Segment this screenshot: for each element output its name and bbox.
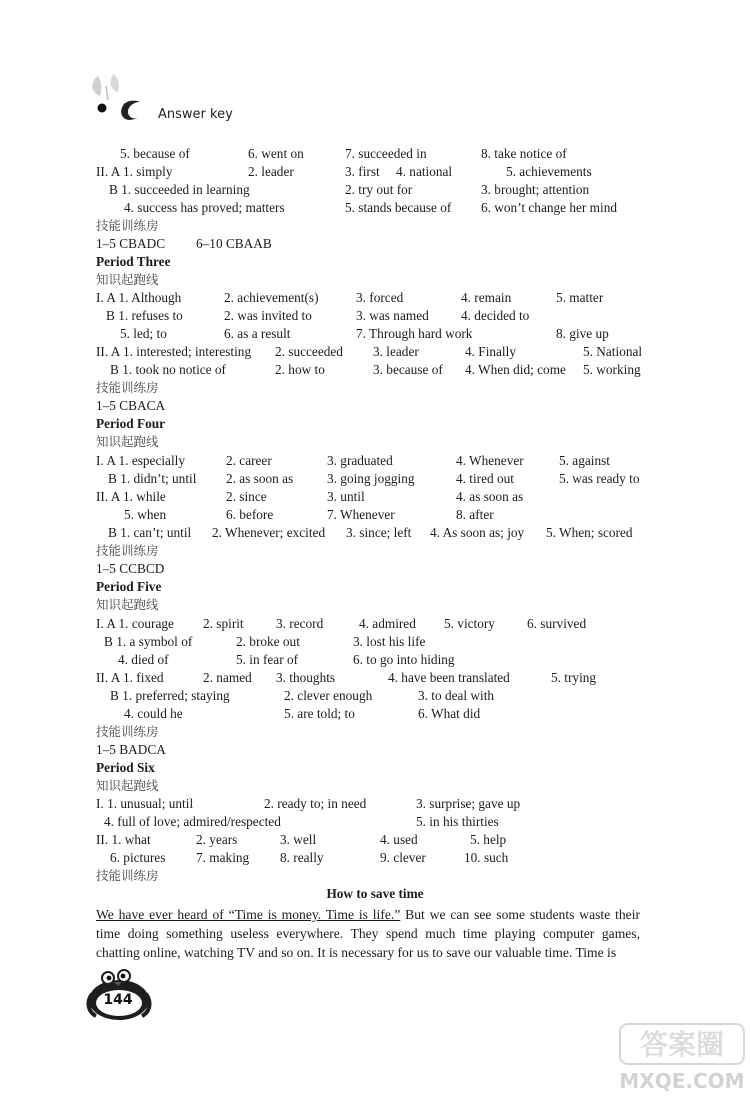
answer-item: 知识起跑线 (96, 597, 159, 612)
answer-item: 2. succeeded (275, 344, 343, 359)
answer-item: 3. going jogging (327, 471, 415, 486)
answer-line (0, 307, 750, 325)
answer-line (0, 831, 750, 849)
answer-item: 2. spirit (203, 616, 244, 631)
section-label (0, 379, 750, 397)
answer-item: B 1. succeeded in learning (109, 182, 250, 197)
answer-item: 技能训练房 (96, 724, 159, 739)
answer-line (0, 669, 750, 687)
answer-item: 2. leader (248, 164, 294, 179)
section-label (0, 867, 750, 885)
answer-item: 1–5 CBADC (96, 236, 166, 251)
answer-line (0, 560, 750, 578)
answer-item: 2. ready to; in need (264, 796, 367, 811)
answer-line (0, 741, 750, 759)
answer-item: 5. working (583, 362, 641, 377)
answer-item: 8. give up (556, 326, 609, 341)
answer-item: 2. since (226, 489, 267, 504)
answer-item: 4. decided to (461, 308, 530, 323)
answer-item: 1–5 CBACA (96, 398, 166, 413)
answer-item: 6. survived (527, 616, 587, 631)
answer-line (0, 325, 750, 343)
answer-item: 5. stands because of (345, 200, 452, 215)
answer-item: 2. broke out (236, 634, 300, 649)
answer-line (0, 452, 750, 470)
answer-item: 6. as a result (224, 326, 291, 341)
answer-item: 4. When did; come (465, 362, 566, 377)
section-label (0, 433, 750, 451)
answer-line (0, 813, 750, 831)
answer-item: 6. to go into hiding (353, 652, 455, 667)
answer-item: II. 1. what (96, 832, 151, 847)
answer-item: 1–5 BADCA (96, 742, 166, 757)
answer-item: 4. As soon as; joy (430, 525, 525, 540)
answer-item: II. A 1. fixed (96, 670, 164, 685)
section-label (0, 271, 750, 289)
answer-item: 4. as soon as (456, 489, 524, 504)
answer-item: B 1. preferred; staying (110, 688, 230, 703)
answer-item: 4. admired (359, 616, 416, 631)
answer-item: 4. remain (461, 290, 512, 305)
answer-line (0, 651, 750, 669)
answer-item: Period Six (96, 760, 155, 775)
section-heading (0, 578, 750, 596)
answer-item: I. A 1. courage (96, 616, 174, 631)
answer-item: 7. succeeded in (345, 146, 427, 161)
answer-item: 5. in fear of (236, 652, 299, 667)
answer-line (0, 397, 750, 415)
answer-item: 8. take notice of (481, 146, 567, 161)
answer-item: II. A 1. simply (96, 164, 173, 179)
answer-item: 6. pictures (110, 850, 166, 865)
answer-item: 6. What did (418, 706, 481, 721)
answer-item: I. A 1. Although (96, 290, 182, 305)
answer-item: 8. after (456, 507, 494, 522)
answer-item: 6. went on (248, 146, 304, 161)
answer-item: 技能训练房 (96, 380, 159, 395)
answer-item: II. A 1. interested; interesting (96, 344, 252, 359)
answer-line (0, 470, 750, 488)
answer-item: 5. because of (120, 146, 190, 161)
answer-item: 3. leader (373, 344, 419, 359)
answer-item: 5. help (470, 832, 507, 847)
answer-item: 3. brought; attention (481, 182, 590, 197)
answer-line (0, 145, 750, 163)
answer-item: 3. to deal with (418, 688, 495, 703)
answer-item: 9. clever (380, 850, 426, 865)
answer-item: 2. as soon as (226, 471, 294, 486)
answer-line (0, 235, 750, 253)
answer-item: 知识起跑线 (96, 434, 159, 449)
answer-item: 2. career (226, 453, 272, 468)
answer-item: 4. used (380, 832, 418, 847)
answer-item: 5. in his thirties (416, 814, 499, 829)
answer-line (0, 289, 750, 307)
essay-body-text: But we can see some students waste their time doing something useless everywhere. They spend much time playing computer games, chatting online, watching TV and so on. It is necessary for us to save our valuable time. Time is (96, 907, 640, 960)
answer-item: 7. Whenever (327, 507, 395, 522)
answer-item: 6. won’t change her mind (481, 200, 618, 215)
answer-item: 3. until (327, 489, 365, 504)
answer-item: 4. tired out (456, 471, 514, 486)
answer-item: 5. against (559, 453, 610, 468)
answer-item: 5. achievements (506, 164, 592, 179)
answer-item: 5. trying (551, 670, 597, 685)
answer-item: 3. was named (356, 308, 429, 323)
answer-item: 4. success has proved; matters (124, 200, 285, 215)
answer-item: B 1. didn’t; until (108, 471, 197, 486)
answer-item: 6–10 CBAAB (196, 236, 272, 251)
essay-underlined-sentence: We have ever heard of “Time is money. Time is life.” (96, 907, 401, 922)
answer-item: 技能训练房 (96, 868, 159, 883)
answer-item: 4. Whenever (456, 453, 524, 468)
answer-item: B 1. a symbol of (104, 634, 193, 649)
answer-item: I. 1. unusual; until (96, 796, 194, 811)
essay-title: How to save time (326, 886, 424, 901)
answer-item: 4. have been translated (388, 670, 510, 685)
answer-item: 2. Whenever; excited (212, 525, 326, 540)
section-heading (0, 759, 750, 777)
answer-item: Period Five (96, 579, 162, 594)
answer-item: 3. because of (373, 362, 443, 377)
watermark-top-text: 答案圈 (639, 1028, 725, 1061)
answer-item: 7. making (196, 850, 250, 865)
section-heading (0, 253, 750, 271)
answer-item: 8. really (280, 850, 324, 865)
answer-item: 2. try out for (345, 182, 413, 197)
answer-item: 1–5 CCBCD (96, 561, 165, 576)
section-heading (0, 415, 750, 433)
answer-item: 7. Through hard work (356, 326, 473, 341)
answer-item: 技能训练房 (96, 218, 159, 233)
answer-item: 5. was ready to (559, 471, 640, 486)
answer-item: 6. before (226, 507, 274, 522)
answer-line (0, 615, 750, 633)
answer-line (0, 633, 750, 651)
answer-item: 4. full of love; admired/respected (104, 814, 281, 829)
answer-item: 3. forced (356, 290, 404, 305)
answer-line (0, 795, 750, 813)
answer-item: 5. victory (444, 616, 495, 631)
answer-item: 5. led; to (120, 326, 167, 341)
answer-item: 5. When; scored (546, 525, 633, 540)
answer-line (0, 181, 750, 199)
answer-item: 3. since; left (346, 525, 412, 540)
answer-item: 4. could he (124, 706, 183, 721)
answer-item: 3. graduated (327, 453, 393, 468)
answer-item: B 1. took no notice of (110, 362, 226, 377)
answer-line (0, 506, 750, 524)
answer-item: 3. record (276, 616, 324, 631)
section-label (0, 542, 750, 560)
section-label (0, 723, 750, 741)
answer-item: 4. died of (118, 652, 169, 667)
answer-item: Period Three (96, 254, 171, 269)
answer-line (0, 705, 750, 723)
answer-item: 10. such (464, 850, 509, 865)
essay-paragraph (96, 905, 640, 962)
answer-item: 5. matter (556, 290, 604, 305)
answer-item: 2. clever enough (284, 688, 373, 703)
answer-item: 3. first (345, 164, 380, 179)
leaf-decoration-icon (84, 72, 154, 132)
answer-item: 知识起跑线 (96, 272, 159, 287)
answer-item: 3. lost his life (353, 634, 426, 649)
answer-item: Period Four (96, 416, 166, 431)
watermark-logo (618, 1022, 746, 1096)
answer-line (0, 849, 750, 867)
answer-item: B 1. refuses to (106, 308, 183, 323)
watermark-bottom-text: MXQE.COM (619, 1069, 745, 1093)
answer-item: 2. how to (275, 362, 325, 377)
answer-line (0, 524, 750, 542)
answer-item: 知识起跑线 (96, 778, 159, 793)
answer-item: I. A 1. especially (96, 453, 185, 468)
answer-item: II. A 1. while (96, 489, 166, 504)
header-title: Answer key (158, 107, 233, 122)
answer-item: 5. National (583, 344, 643, 359)
answer-line (0, 361, 750, 379)
answer-line (0, 199, 750, 217)
answer-item: 3. well (280, 832, 317, 847)
answer-item: 4. Finally (465, 344, 516, 359)
answer-item: 2. was invited to (224, 308, 312, 323)
section-label (0, 217, 750, 235)
answer-line (0, 488, 750, 506)
answer-item: 5. when (124, 507, 167, 522)
page-number: 144 (103, 992, 133, 1008)
answer-item: 4. national (396, 164, 453, 179)
section-label (0, 777, 750, 795)
answer-line (0, 343, 750, 361)
answer-item: B 1. can’t; until (108, 525, 192, 540)
section-label (0, 596, 750, 614)
answer-line (0, 687, 750, 705)
answer-item: 技能训练房 (96, 543, 159, 558)
answer-item: 5. are told; to (284, 706, 355, 721)
answer-item: 2. years (196, 832, 238, 847)
answer-item: 2. achievement(s) (224, 290, 319, 305)
answer-item: 3. thoughts (276, 670, 336, 685)
answer-line (0, 163, 750, 181)
answer-item: 3. surprise; gave up (416, 796, 521, 811)
answer-item: 2. named (203, 670, 252, 685)
